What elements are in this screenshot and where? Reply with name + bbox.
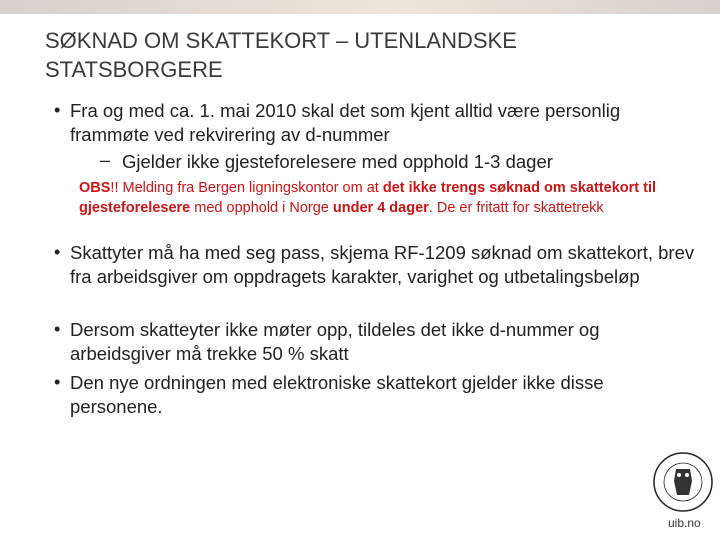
bullet-icon: • [54, 100, 61, 120]
footer-url: uib.no [668, 516, 701, 530]
note-bold: under 4 dager [332, 199, 429, 216]
dash-icon: – [100, 150, 111, 170]
bullet-4: Den nye ordningen med elektroniske skattekort gjelder ikke disse personene. [70, 372, 604, 417]
university-seal-logo [652, 451, 714, 513]
note-text: med opphold i Norge [190, 199, 333, 216]
note-text: . De er fritatt for skattetrekk [428, 199, 604, 216]
slide-title: SØKNAD OM SKATTEKORT – UTENLANDSKE STATSBORGERE [45, 28, 517, 82]
bullet-icon: • [54, 319, 61, 339]
bullet-icon: • [54, 372, 61, 392]
sub-bullet: Gjelder ikke gjesteforelesere med opphold 1-3 dager [122, 151, 553, 172]
top-band [0, 0, 720, 14]
bullet-3: Dersom skatteyter ikke møter opp, tildeles det ikke d-nummer og arbeidsgiver må trekke 50 % skatt [70, 319, 600, 364]
bullet-1: Fra og med ca. 1. mai 2010 skal det som kjent alltid være personlig frammøte ved rekvirering av d-nummer [70, 100, 621, 145]
obs-label: OBS [79, 180, 111, 196]
bullet-2: Skattyter må ha med seg pass, skjema RF-1209 søknad om skattekort, brev fra arbeidsgiver om oppdragets karakter, varighet og utbetalingsbeløp [70, 242, 695, 287]
note-bold: det ikke trengs søknad om skattekort til gjesteforelesere [79, 180, 657, 216]
obs-note [79, 179, 689, 218]
note-text: !! Melding fra Bergen ligningskontor om at [110, 180, 383, 196]
bullet-icon: • [54, 242, 61, 262]
